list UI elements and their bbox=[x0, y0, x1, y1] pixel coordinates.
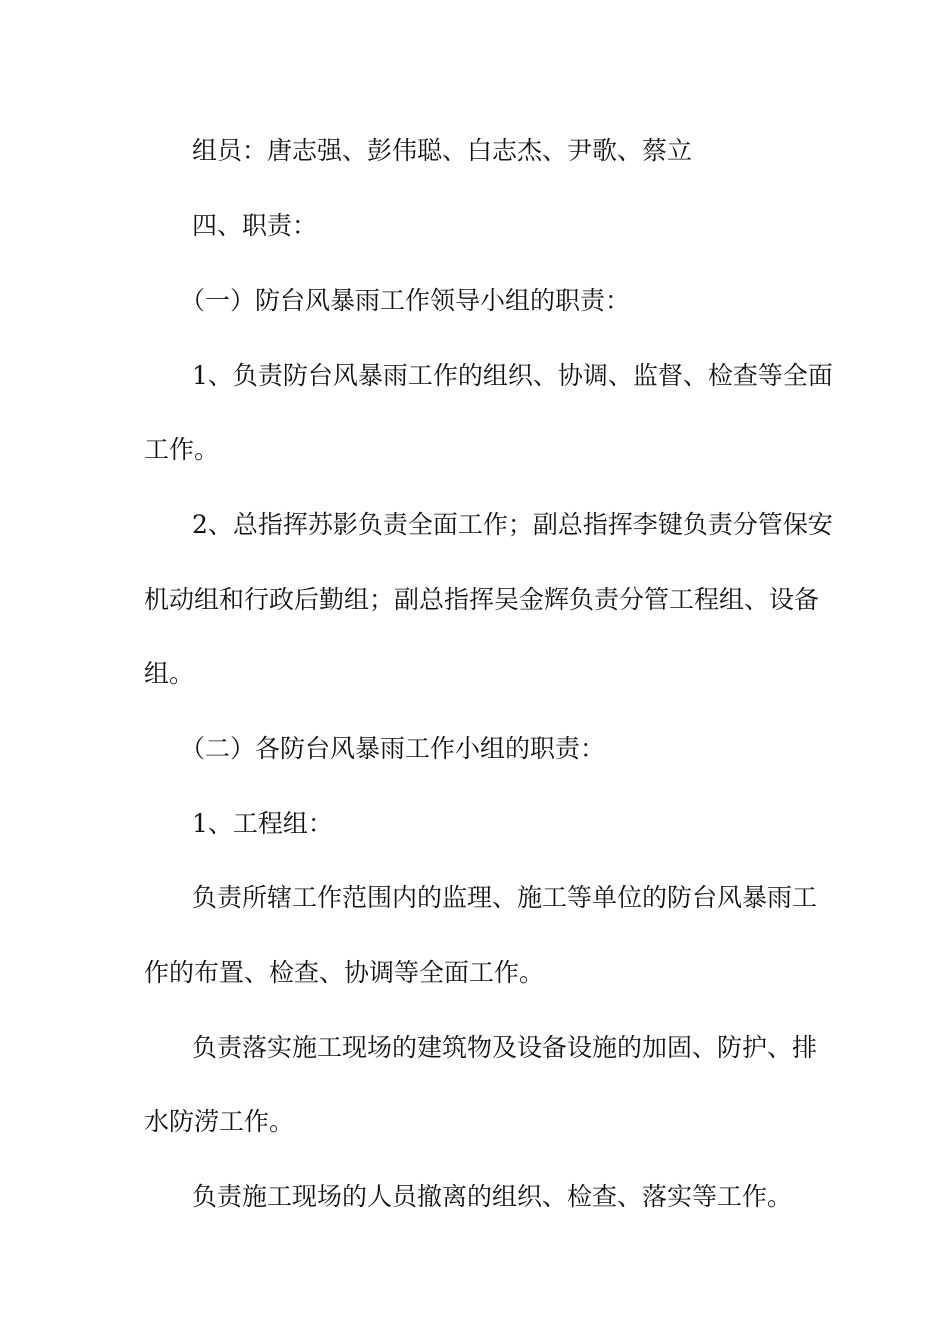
paragraph-line: 机动组和行政后勤组；副总指挥吴金辉负责分管工程组、设备 bbox=[144, 585, 820, 614]
team-members-line: 组员：唐志强、彭伟聪、白志杰、尹歌、蔡立 bbox=[192, 136, 693, 165]
item-heading-engineering-group: 1、工程组： bbox=[192, 809, 333, 838]
paragraph-line: 负责施工现场的人员撤离的组织、检查、落实等工作。 bbox=[192, 1182, 793, 1211]
paragraph-line: 1、负责防台风暴雨工作的组织、协调、监督、检查等全面 bbox=[192, 361, 833, 390]
paragraph-line: 水防涝工作。 bbox=[144, 1107, 295, 1136]
subsection-heading-leadership-duties: （一）防台风暴雨工作领导小组的职责： bbox=[180, 286, 631, 315]
paragraph-line: 工作。 bbox=[144, 435, 220, 464]
paragraph-line: 作的布置、检查、协调等全面工作。 bbox=[144, 958, 545, 987]
subsection-heading-group-duties: （二）各防台风暴雨工作小组的职责： bbox=[180, 734, 606, 763]
paragraph-line: 负责落实施工现场的建筑物及设备设施的加固、防护、排 bbox=[192, 1033, 818, 1062]
paragraph-line: 负责所辖工作范围内的监理、施工等单位的防台风暴雨工 bbox=[192, 883, 818, 912]
section-heading-duties: 四、职责： bbox=[192, 211, 318, 240]
paragraph-line: 2、总指挥苏影负责全面工作；副总指挥李键负责分管保安 bbox=[192, 510, 833, 539]
paragraph-line: 组。 bbox=[144, 659, 195, 688]
